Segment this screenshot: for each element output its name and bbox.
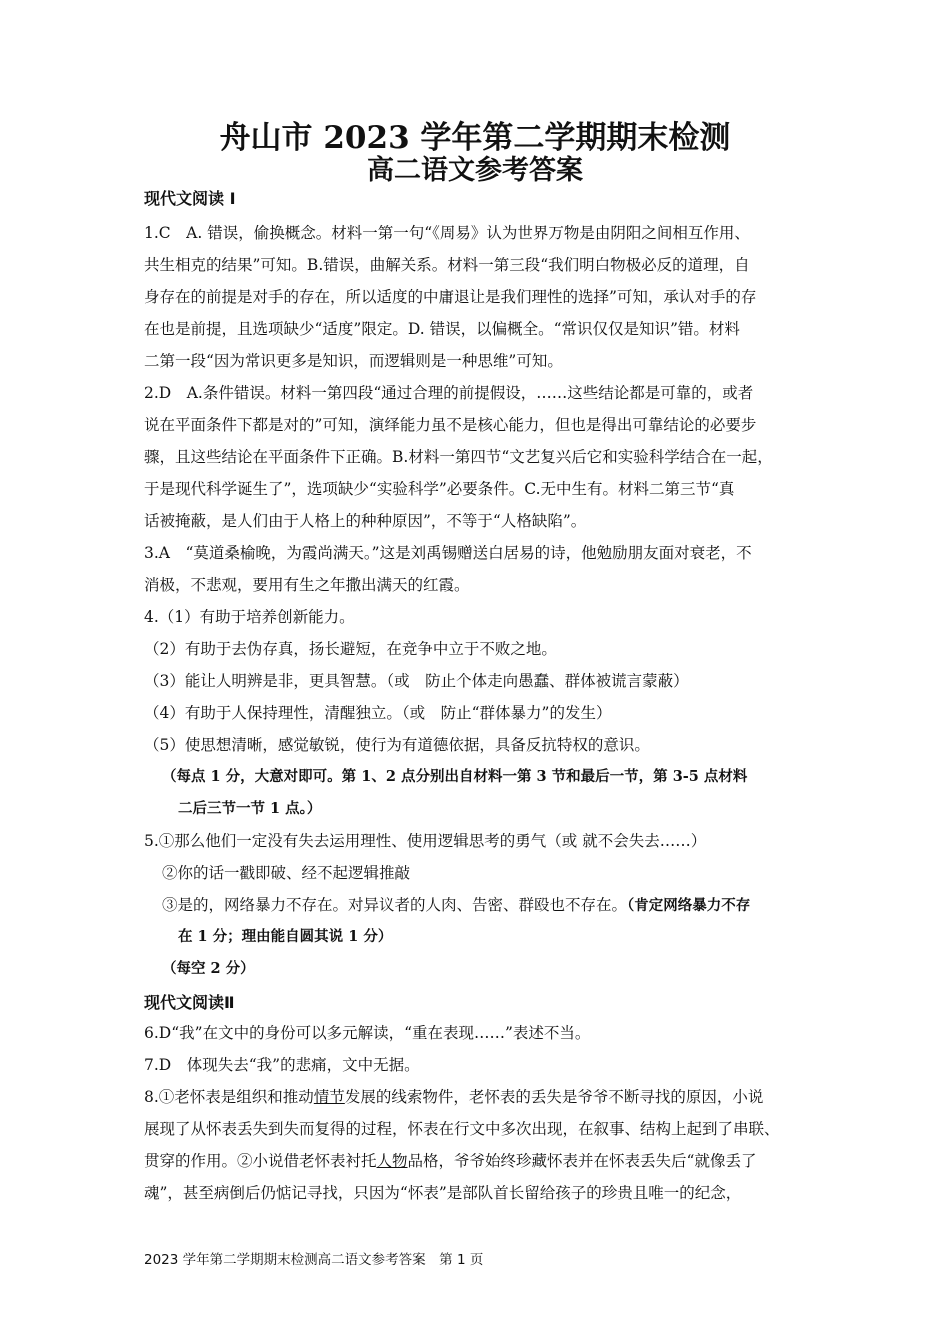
underlined-term: 人物 xyxy=(376,1152,408,1170)
answer-line: 在也是前提，且选项缺少“适度”限定。D. 错误，以偏概全。“常识仅仅是知识”错。材料 xyxy=(144,320,740,338)
answer-line: 身存在的前提是对手的存在，所以适度的中庸退让是我们理性的选择”可知，承认对手的存 xyxy=(144,288,757,306)
answer-line: 共生相克的结果”可知。B.错误，曲解关系。材料一第三段“我们明白物极必反的道理，自 xyxy=(144,256,750,274)
page-footer: 2023 学年第二学期期末检测高二语文参考答案 第 1 页 xyxy=(144,1252,484,1268)
answer-line xyxy=(162,893,806,915)
answer-line: 6.D“我”在文中的身份可以多元解读，“重在表现……”表述不当。 xyxy=(144,1024,591,1042)
answer-line: （2）有助于去伪存真，扬长避短，在竞争中立于不败之地。 xyxy=(144,640,557,658)
answer-line: 3.A “莫道桑榆晚，为霞尚满天。”这是刘禹锡赠送白居易的诗，他勉励朋友面对衰老，不 xyxy=(144,544,752,562)
answer-line: 话被掩蔽，是人们由于人格上的种种原因”，不等于“人格缺陷”。 xyxy=(144,512,587,530)
answer-text: 贯穿的作用。②小说借老怀表衬托 xyxy=(144,1152,377,1170)
scoring-note: （每点 1 分，大意对即可。第 1、2 点分别出自材料一第 3 节和最后一节，第 3-5 点材料 xyxy=(162,768,748,785)
answer-line: ②你的话一戳即破、经不起逻辑推敲 xyxy=(162,864,411,882)
answer-line xyxy=(144,1149,806,1171)
answer-line: 1.C A. 错误，偷换概念。材料一第一句“《周易》认为世界万物是由阴阳之间相互作用、 xyxy=(144,224,750,242)
answer-text: 品格，爷爷始终珍藏怀表并在怀表丢失后“就像丢了 xyxy=(407,1152,757,1170)
answer-line: （5）使思想清晰，感觉敏锐，使行为有道德依据，具备反抗特权的意识。 xyxy=(144,736,650,754)
scoring-note: 在 1 分；理由能自圆其说 1 分） xyxy=(178,928,393,945)
answer-line: 展现了从怀表丢失到失而复得的过程，怀表在行文中多次出现，在叙事、结构上起到了串联、 xyxy=(144,1120,780,1138)
answer-line: 骤，且这些结论在平面条件下正确。B.材料一第四节“文艺复兴后它和实验科学结合在一起， xyxy=(144,448,773,466)
document-subtitle: 高二语文参考答案 xyxy=(367,155,583,186)
answer-text: ③是的，网络暴力不存在。对异议者的人肉、告密、群殴也不存在。 xyxy=(162,896,628,914)
section-heading-reading-1: 现代文阅读 I xyxy=(144,189,236,208)
answer-line: 4.（1）有助于培养创新能力。 xyxy=(144,608,355,626)
answer-text: 8.①老怀表是组织和推动 xyxy=(144,1088,314,1106)
answer-text: 发展的线索物件，老怀表的丢失是爷爷不断寻找的原因，小说 xyxy=(344,1088,764,1106)
scoring-note: （每空 2 分） xyxy=(162,960,255,977)
answer-line: 魂”，甚至病倒后仍惦记寻找，只因为“怀表”是部队首长留给孩子的珍贵且唯一的纪念， xyxy=(144,1184,742,1202)
answer-line: （3）能让人明辨是非，更具智慧。（或 防止个体走向愚蠢、群体被谎言蒙蔽） xyxy=(144,672,689,690)
document-title: 舟山市 2023 学年第二学期期末检测 xyxy=(219,120,731,156)
answer-line: 说在平面条件下都是对的”可知，演绎能力虽不是核心能力，但也是得出可靠结论的必要步 xyxy=(144,416,757,434)
answer-line: （4）有助于人保持理性，清醒独立。（或 防止“群体暴力”的发生） xyxy=(144,704,612,722)
answer-line: 于是现代科学诞生了”，选项缺少“实验科学”必要条件。C.无中生有。材料二第三节“真 xyxy=(144,480,735,498)
answer-line: 二第一段“因为常识更多是知识，而逻辑则是一种思维”可知。 xyxy=(144,352,563,370)
answer-line: 5.①那么他们一定没有失去运用理性、使用逻辑思考的勇气（或 就不会失去……） xyxy=(144,832,707,850)
underlined-term: 情节 xyxy=(313,1088,345,1106)
scoring-note: 二后三节一节 1 点。） xyxy=(178,800,322,817)
answer-line: 消极，不悲观，要用有生之年撒出满天的红霞。 xyxy=(144,576,470,594)
scoring-note: （肯定网络暴力不存 xyxy=(627,897,751,914)
section-heading-reading-2: 现代文阅读Ⅱ xyxy=(144,993,235,1012)
answer-line: 2.D A.条件错误。材料一第四段“通过合理的前提假设，……这些结论都是可靠的，或者 xyxy=(144,384,754,402)
answer-line xyxy=(144,1085,806,1107)
answer-line: 7.D 体现失去“我”的悲痛，文中无据。 xyxy=(144,1056,420,1074)
